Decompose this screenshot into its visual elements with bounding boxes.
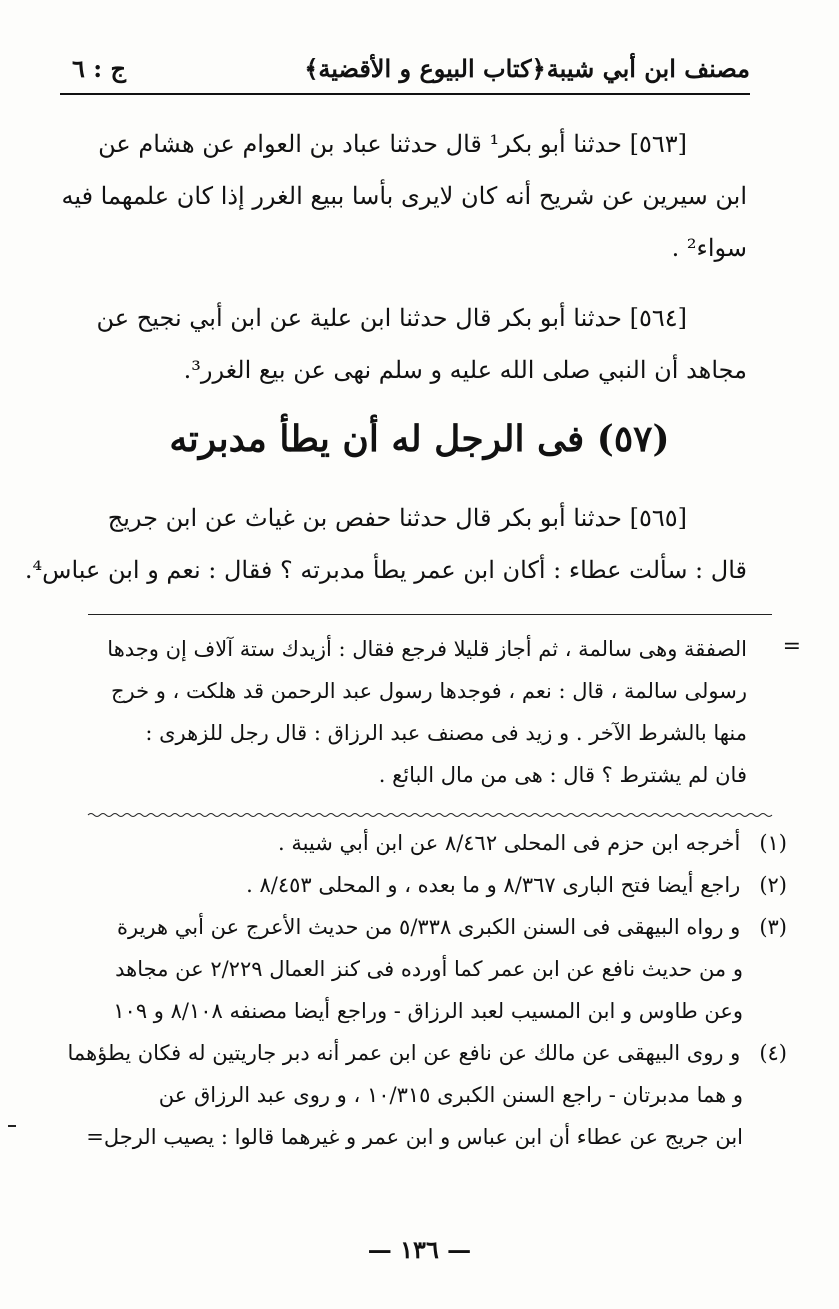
page-header	[60, 46, 750, 90]
volume-number: ج : ٦	[72, 54, 126, 83]
page-number: — ١٣٦ —	[367, 1235, 472, 1264]
hadith-564	[75, 292, 747, 396]
hadith-line: [٥٦٣] حدثنا أبو بكر¹ قال حدثنا عباد بن العوام عن هشام عن	[98, 130, 687, 158]
margin-mark	[8, 1125, 16, 1127]
footnote-1	[87, 822, 787, 864]
footnote-text: و رواه البيهقى فى السنن الكبرى ٥/٣٣٨ من حديث الأعرج عن أبي هريرة	[117, 915, 741, 939]
hadith-line: سواء² .	[671, 234, 747, 262]
hadith-line: مجاهد أن النبي صلى الله عليه و سلم نهى عن بيع الغرر³.	[183, 356, 747, 384]
footnote-text: و روى البيهقى عن مالك عن نافع عن ابن عمر أنه دبر جاريتين له فكان يطؤهما	[67, 1041, 741, 1065]
footnote-text: راجع أيضا فتح البارى ٨/٣٦٧ و ما بعده ، و المحلى ٨/٤٥٣ .	[246, 873, 741, 897]
continuation-line: فان لم يشترط ؟ قال : هى من مال البائع .	[378, 763, 747, 787]
footnote-separator	[88, 614, 772, 615]
continuation-mark: =	[782, 634, 801, 659]
continuation-line: منها بالشرط الآخر . و زيد فى مصنف عبد الرزاق : قال رجل للزهرى :	[145, 721, 747, 745]
footnote-3-line-2: و من حديث نافع عن ابن عمر كما أورده فى كنز العمال ٢/٢٢٩ عن مجاهد	[115, 957, 743, 981]
footnote-4	[67, 1032, 787, 1074]
hadith-line: ابن سيرين عن شريح أنه كان لايرى بأسا ببيع الغرر إذا كان علمهما فيه	[61, 182, 747, 210]
footnote-3-line-3: وعن طاوس و ابن المسيب لعبد الرزاق - وراجع أيضا مصنفه ٨/١٠٨ و ١٠٩	[113, 999, 743, 1023]
footnote-2	[87, 864, 787, 906]
footnote-3	[87, 906, 787, 948]
hadith-line: قال : سألت عطاء : أكان ابن عمر يطأ مدبرته ؟ فقال : نعم و ابن عباس⁴.	[24, 556, 747, 584]
book-title: مصنف ابن أبي شيبة	[546, 54, 750, 83]
footnote-4-line-3: ابن جريج عن عطاء أن ابن عباس و ابن عمر و غيرهما قالوا : يصيب الرجل=	[86, 1125, 743, 1149]
footnote-continuation	[79, 628, 747, 796]
hadith-563	[61, 118, 747, 274]
header-rule	[60, 93, 750, 95]
hadith-line: [٥٦٥] حدثنا أبو بكر قال حدثنا حفص بن غياث عن ابن جريج	[107, 504, 687, 532]
chapter-title: ﴿كتاب البيوع و الأقضية﴾	[304, 54, 546, 83]
continuation-line: الصفقة وهى سالمة ، ثم أجاز قليلا فرجع فقال : أزيدك ستة آلاف إن وجدها	[107, 637, 747, 661]
section-title: (٥٧) فى الرجل له أن يطأ مدبرته	[169, 418, 670, 460]
footnote-number: (١)	[759, 831, 787, 855]
hadith-line: [٥٦٤] حدثنا أبو بكر قال حدثنا ابن علية عن ابن أبي نجيح عن	[96, 304, 687, 332]
wavy-separator	[88, 812, 772, 818]
footnote-4-line-2: و هما مدبرتان - راجع السنن الكبرى ١٠/٣١٥ ، و روى عبد الرزاق عن	[158, 1083, 743, 1107]
footnote-number: (٣)	[759, 915, 787, 939]
continuation-line: رسولى سالمة ، قال : نعم ، فوجدها رسول عبد الرحمن قد هلكت ، و خرج	[110, 679, 747, 703]
hadith-565	[24, 492, 747, 596]
footnote-number: (٢)	[759, 873, 787, 897]
footnote-number: (٤)	[759, 1041, 787, 1065]
footnote-text: أخرجه ابن حزم فى المحلى ٨/٤٦٢ عن ابن أبي شيبة .	[277, 831, 741, 855]
footnotes	[67, 822, 787, 1158]
